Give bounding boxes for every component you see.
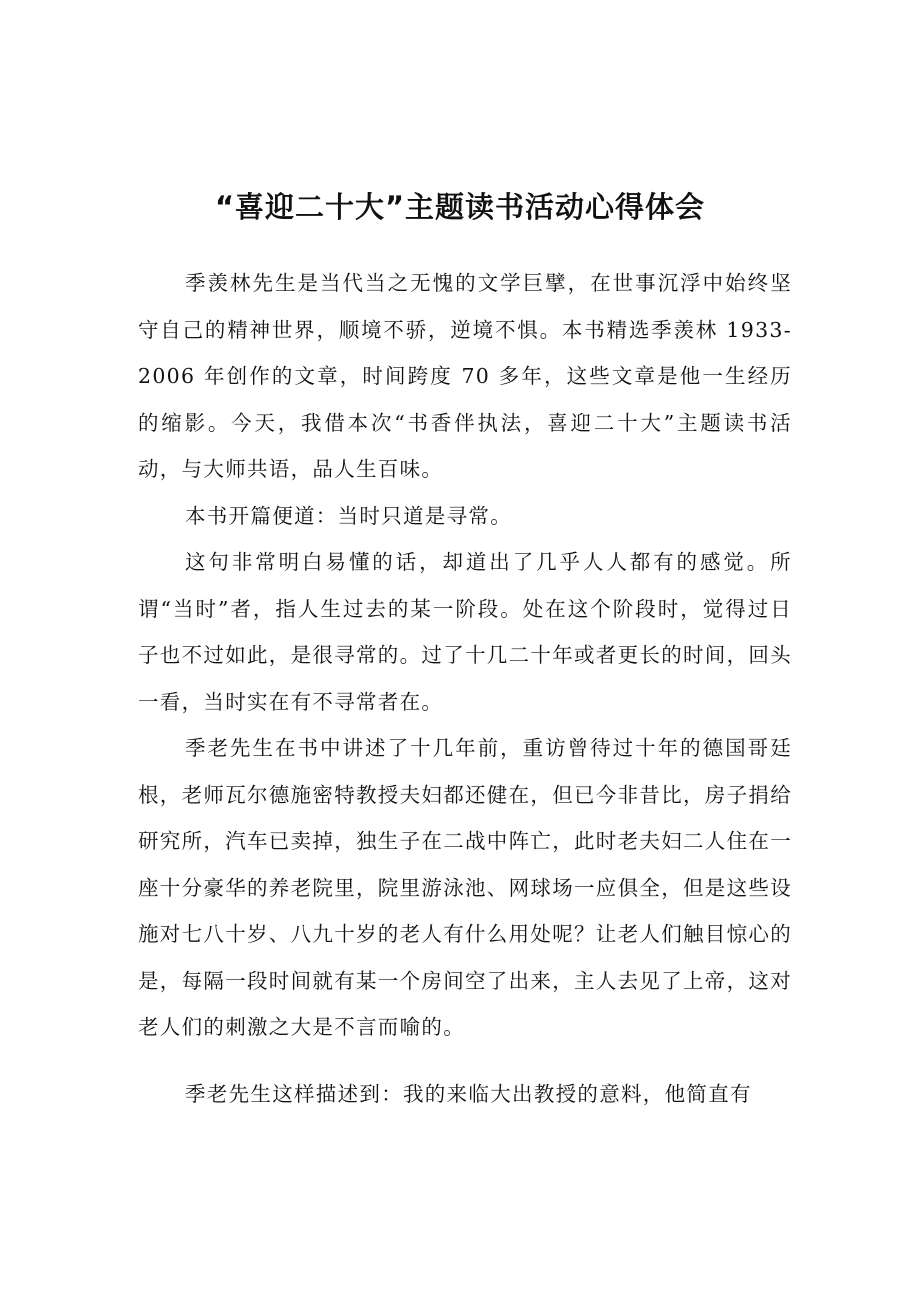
- document-title: “喜迎二十大”主题读书活动心得体会: [214, 190, 706, 225]
- paragraph-reflection: 这句非常明白易懂的话，却道出了几乎人人都有的感觉。所谓“当时”者，指人生过去的某一阶段。处在这个阶段时，觉得过日子也不过如此，是很寻常的。过了十几二十年或者更长的时间，回头一看，当时实在有不寻常者在。: [138, 550, 792, 714]
- paragraph-opening-quote: 本书开篇便道：当时只道是寻常。: [185, 503, 512, 528]
- document-body: [138, 260, 792, 1117]
- paragraph-gottingen-visit: 季老先生在书中讲述了十几年前，重访曾待过十年的德国哥廷根，老师瓦尔德施密特教授夫妇都还健在，但已今非昔比，房子捐给研究所，汽车已卖掉，独生子在二战中阵亡，此时老夫妇二人住在一座十分豪华的养老院里，院里游泳池、网球场一应俱全，但是这些设施对七八十岁、八九十岁的老人有什么用处呢？让老人们触目惊心的是，每隔一段时间就有某一个房间空了出来，主人去见了上帝，这对老人们的刺激之大是不言而喻的。: [138, 736, 792, 1039]
- paragraph-intro: 季羡林先生是当代当之无愧的文学巨擘，在世事沉浮中始终坚守自己的精神世界，顺境不骄，逆境不惧。本书精选季羡林 1933-2006 年创作的文章，时间跨度 70 多年，这些文章是他一生经历的缩影。今天，我借本次“书香伴执法，喜迎二十大”主题读书活动，与大师共语，品人生百味。: [138, 271, 792, 481]
- paragraph-description: 季老先生这样描述到：我的来临大出教授的意料，他简直有: [185, 1081, 752, 1106]
